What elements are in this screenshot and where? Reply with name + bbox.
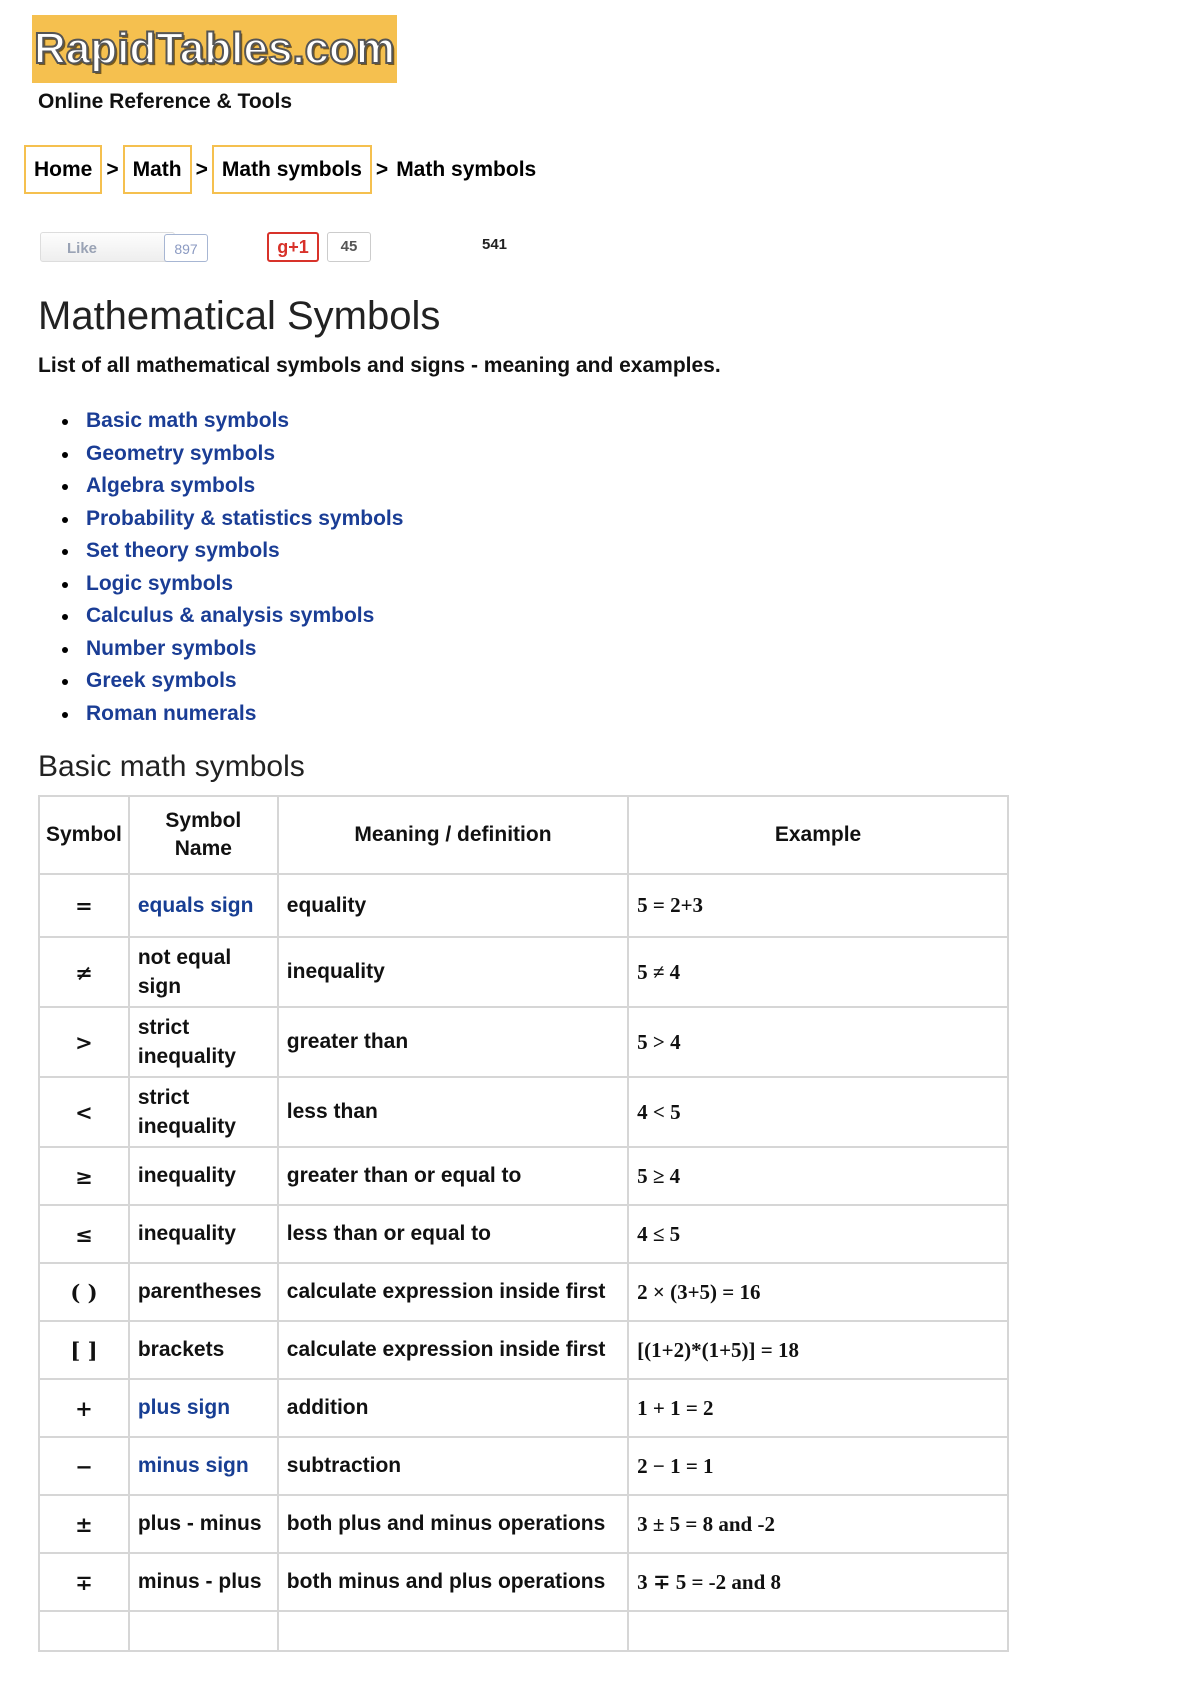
example-cell: 3 ∓ 5 = -2 and 8 (628, 1553, 1008, 1611)
breadcrumb-math-symbols[interactable]: Math symbols (212, 145, 372, 194)
table-row (39, 1611, 1008, 1651)
example-cell: 4 ≤ 5 (628, 1205, 1008, 1263)
example-cell: 4 < 5 (628, 1077, 1008, 1147)
toc-link-greek[interactable]: Greek symbols (86, 669, 237, 692)
logo-text: RapidTables.com (33, 24, 396, 73)
toc-link-geometry[interactable]: Geometry symbols (86, 441, 276, 465)
symbols-table (38, 795, 1009, 1652)
toc-item (62, 568, 403, 601)
breadcrumb-separator: > (195, 157, 208, 181)
symbol-cell: + (39, 1379, 129, 1437)
example-cell: 5 ≥ 4 (628, 1147, 1008, 1205)
page-title: Mathematical Symbols (38, 294, 441, 338)
toc-link-set-theory[interactable]: Set theory symbols (86, 539, 280, 562)
gplus-count: 45 (327, 232, 371, 262)
meaning-cell: subtraction (278, 1437, 628, 1495)
table-of-contents (62, 405, 403, 730)
table-row (39, 937, 1008, 1007)
toc-item (62, 405, 403, 438)
bullet-icon (62, 679, 68, 685)
symbol-cell: > (39, 1007, 129, 1077)
symbol-name-cell: not equal sign (129, 937, 278, 1007)
breadcrumb-separator: > (106, 157, 119, 181)
symbol-cell (39, 1611, 129, 1651)
toc-link-number[interactable]: Number symbols (86, 636, 257, 660)
bullet-icon (62, 712, 68, 718)
facebook-like-button[interactable] (40, 232, 175, 262)
meaning-cell (278, 1611, 628, 1651)
symbol-name-cell: parentheses (129, 1263, 278, 1321)
toc-item (62, 438, 403, 471)
symbol-cell: ≥ (39, 1147, 129, 1205)
toc-item (62, 665, 403, 698)
toc-link-roman[interactable]: Roman numerals (86, 701, 257, 725)
table-row (39, 1379, 1008, 1437)
meaning-cell: both plus and minus operations (278, 1495, 628, 1553)
header-symbol-name: Symbol Name (129, 796, 278, 874)
symbol-cell: [ ] (39, 1321, 129, 1379)
toc-link-probability[interactable]: Probability & statistics symbols (86, 506, 404, 530)
symbol-name-link[interactable]: minus sign (137, 1454, 249, 1478)
like-count: 897 (164, 234, 208, 262)
bullet-icon (62, 614, 68, 620)
bullet-icon (62, 419, 68, 425)
toc-link-basic[interactable]: Basic math symbols (86, 409, 290, 432)
social-bar (40, 230, 560, 264)
bullet-icon (62, 452, 68, 458)
table-header-row (39, 796, 1008, 874)
table-row (39, 1007, 1008, 1077)
breadcrumb-math[interactable]: Math (123, 145, 192, 194)
breadcrumb-current: Math symbols (396, 158, 537, 181)
meaning-cell: less than (278, 1077, 628, 1147)
table-row (39, 874, 1008, 937)
site-logo[interactable] (32, 15, 397, 83)
meaning-cell: calculate expression inside first (278, 1321, 628, 1379)
toc-item (62, 470, 403, 503)
table-row (39, 1205, 1008, 1263)
toc-link-algebra[interactable]: Algebra symbols (86, 474, 256, 497)
header-meaning: Meaning / definition (278, 796, 628, 874)
symbol-cell: ∓ (39, 1553, 129, 1611)
toc-item (62, 698, 403, 731)
header-example: Example (628, 796, 1008, 874)
symbol-name-cell (129, 874, 278, 937)
symbol-cell: = (39, 874, 129, 937)
table-row (39, 1077, 1008, 1147)
table-row (39, 1553, 1008, 1611)
symbol-name-cell: minus - plus (129, 1553, 278, 1611)
example-cell: 3 ± 5 = 8 and -2 (628, 1495, 1008, 1553)
site-tagline: Online Reference & Tools (38, 90, 292, 113)
example-cell: 2 × (3+5) = 16 (628, 1263, 1008, 1321)
symbol-cell: ± (39, 1495, 129, 1553)
toc-item (62, 503, 403, 536)
page-intro: List of all mathematical symbols and signs - meaning and examples. (38, 354, 721, 377)
toc-link-calculus[interactable]: Calculus & analysis symbols (86, 604, 375, 627)
symbol-cell: ( ) (39, 1263, 129, 1321)
symbol-cell: − (39, 1437, 129, 1495)
symbol-name-cell: inequality (129, 1205, 278, 1263)
meaning-cell: greater than (278, 1007, 628, 1077)
toc-item (62, 535, 403, 568)
toc-item (62, 633, 403, 666)
symbol-name-cell (129, 1611, 278, 1651)
like-label: Like (67, 240, 98, 257)
breadcrumb-separator: > (375, 157, 389, 181)
symbol-name-cell: brackets (129, 1321, 278, 1379)
symbol-cell: ≠ (39, 937, 129, 1007)
bullet-icon (62, 484, 68, 490)
example-cell: [(1+2)*(1+5)] = 18 (628, 1321, 1008, 1379)
meaning-cell: addition (278, 1379, 628, 1437)
bullet-icon (62, 582, 68, 588)
bullet-icon (62, 647, 68, 653)
toc-item (62, 600, 403, 633)
example-cell: 5 > 4 (628, 1007, 1008, 1077)
table-body (39, 874, 1008, 1651)
symbol-name-link[interactable]: plus sign (137, 1396, 231, 1420)
meaning-cell: less than or equal to (278, 1205, 628, 1263)
bullet-icon (62, 517, 68, 523)
symbol-name-cell: strict inequality (129, 1007, 278, 1077)
example-cell (628, 1611, 1008, 1651)
table-row (39, 1495, 1008, 1553)
example-cell: 2 − 1 = 1 (628, 1437, 1008, 1495)
meaning-cell: equality (278, 874, 628, 937)
toc-link-logic[interactable]: Logic symbols (86, 571, 234, 595)
symbol-name-cell (129, 1437, 278, 1495)
meaning-cell: greater than or equal to (278, 1147, 628, 1205)
meaning-cell: calculate expression inside first (278, 1263, 628, 1321)
share-count: 541 (482, 236, 508, 253)
section-title: Basic math symbols (38, 750, 305, 783)
symbol-name-cell (129, 1379, 278, 1437)
symbol-name-link[interactable]: equals sign (137, 893, 254, 917)
symbol-name-cell: inequality (129, 1147, 278, 1205)
symbol-name-cell: plus - minus (129, 1495, 278, 1553)
google-plus-button[interactable]: g+1 (267, 232, 319, 262)
header-symbol: Symbol (39, 796, 129, 874)
example-cell: 5 ≠ 4 (628, 937, 1008, 1007)
example-cell: 1 + 1 = 2 (628, 1379, 1008, 1437)
meaning-cell: both minus and plus operations (278, 1553, 628, 1611)
table-row (39, 1263, 1008, 1321)
table-row (39, 1147, 1008, 1205)
symbol-cell: < (39, 1077, 129, 1147)
bullet-icon (62, 549, 68, 555)
breadcrumb-home[interactable]: Home (24, 145, 102, 194)
table-row (39, 1321, 1008, 1379)
meaning-cell: inequality (278, 937, 628, 1007)
table-row (39, 1437, 1008, 1495)
symbol-name-cell: strict inequality (129, 1077, 278, 1147)
breadcrumb (24, 145, 536, 194)
symbol-cell: ≤ (39, 1205, 129, 1263)
example-cell: 5 = 2+3 (628, 874, 1008, 937)
